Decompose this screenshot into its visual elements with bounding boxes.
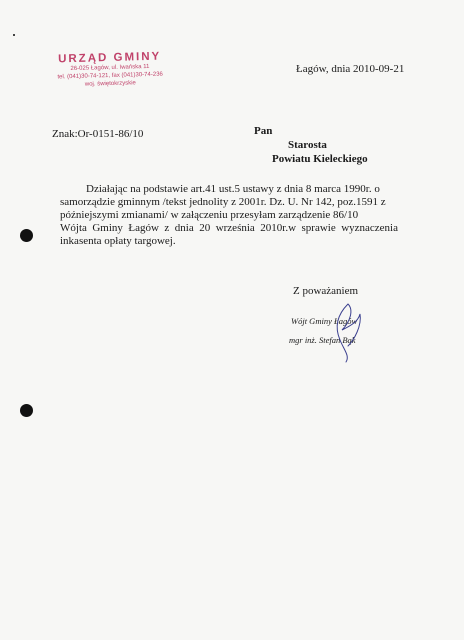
stamp-region: woj. świętokrzyskie <box>84 80 136 88</box>
signatory-name: mgr inż. Stefan Bąk <box>289 335 356 345</box>
binder-hole-bottom <box>20 404 33 417</box>
body-paragraph-1: Działając na podstawie art.41 ust.5 ustawy z dnia 8 marca 1990r. o samorządzie gminnym /tekst jednolity z 2001r. Dz. U. Nr 142, poz.1591 z późniejszymi zmianami/ w załączeniu przesyłam zarządzenie 86/10 <box>60 183 386 221</box>
closing-salutation: Z poważaniem <box>293 285 359 297</box>
body-paragraph-2: Wójta Gminy Łagów z dnia 20 września 2010r.w sprawie wyznaczenia inkasenta opłaty targowej. <box>60 222 398 247</box>
recipient-line-3: Powiatu Kieleckiego <box>272 153 368 165</box>
recipient-block <box>254 124 368 166</box>
signatory-title: Wójt Gminy Łagów <box>291 316 358 326</box>
place-and-date: Łagów, dnia 2010-09-21 <box>296 63 405 75</box>
handwritten-signature <box>320 296 380 366</box>
reference-number: Znak:Or-0151-86/10 <box>52 128 144 140</box>
recipient-line-1: Pan <box>254 125 273 137</box>
stamp-title: URZĄD GMINY <box>57 50 162 66</box>
office-stamp <box>50 50 171 89</box>
stamp-address: 26-025 Łagów, ul. Iwańska 11 <box>70 63 150 73</box>
scan-speck <box>13 34 15 36</box>
stamp-phone: tel. (041)30-74-121, fax (041)30-74-236 <box>57 71 163 81</box>
recipient-line-2: Starosta <box>288 139 327 151</box>
letter-body <box>60 183 398 248</box>
binder-hole-top <box>20 229 33 242</box>
